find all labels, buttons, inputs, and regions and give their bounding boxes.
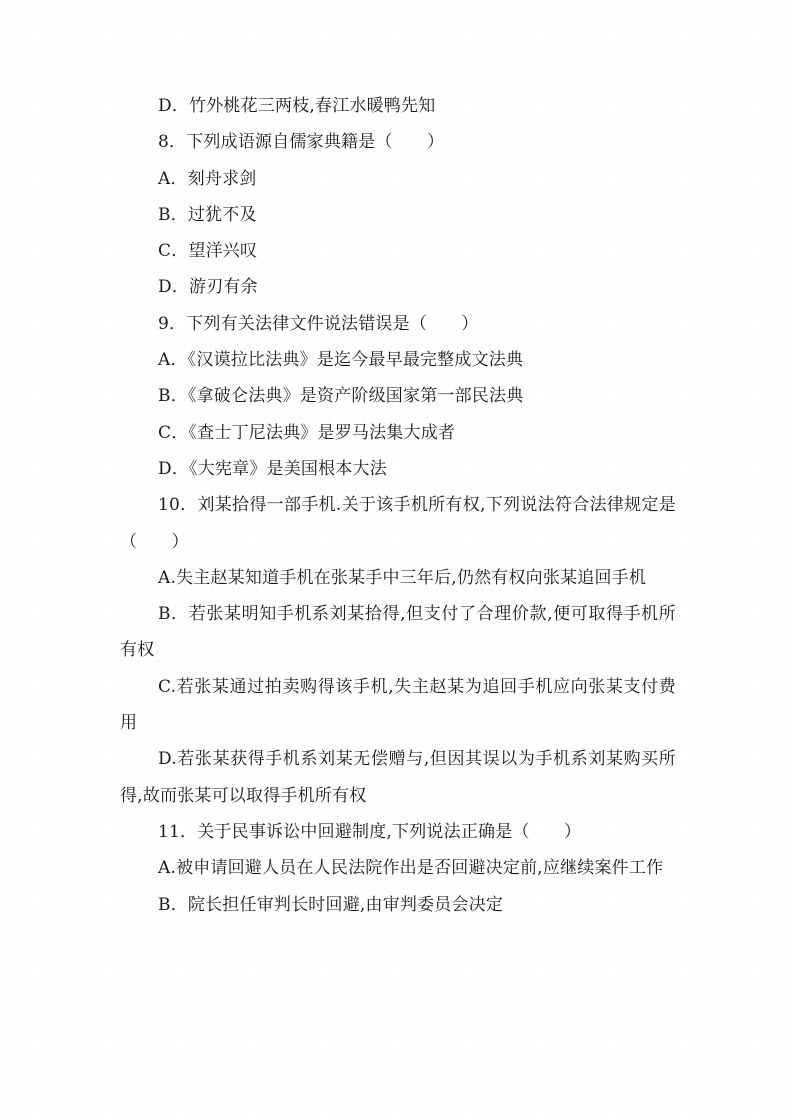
q10-option-a: A.失主赵某知道手机在张某手中三年后,仍然有权向张某追回手机 — [158, 567, 647, 588]
q8-option-a: A．刻舟求剑 — [158, 168, 257, 189]
q8-option-c: C．望洋兴叹 — [158, 241, 258, 262]
q11-option-b: B．院长担任审判长时回避,由审判委员会决定 — [158, 894, 504, 915]
q8-option-d: D．游刃有余 — [158, 277, 258, 298]
q9-stem: 9．下列有关法律文件说法错误是（ ） — [158, 313, 479, 334]
q8-option-b: B．过犹不及 — [158, 204, 257, 225]
q9-option-c: C．《查士丁尼法典》是罗马法集大成者 — [158, 422, 456, 443]
q9-option-a: A．《汉谟拉比法典》是迄今最早最完整成文法典 — [158, 350, 524, 371]
q10-option-d: D.若张某获得手机系刘某无偿赠与,但因其误以为手机系刘某购买所得,故而张某可以取得手机所有权 — [120, 749, 676, 806]
q10-option-b: B．若张某明知手机系刘某拾得,但支付了合理价款,便可取得手机所有权 — [120, 604, 676, 661]
q8-stem: 8．下列成语源自儒家典籍是（ ） — [158, 132, 445, 153]
q9-option-b: B．《拿破仑法典》是资产阶级国家第一部民法典 — [158, 386, 524, 407]
document-body — [120, 88, 676, 923]
q11-option-a: A.被申请回避人员在人民法院作出是否回避决定前,应继续案件工作 — [158, 858, 664, 879]
q10-stem: 10．刘某拾得一部手机.关于该手机所有权,下列说法符合法律规定是（ ） — [120, 495, 676, 552]
q11-stem: 11．关于民事诉讼中回避制度,下列说法正确是（ ） — [158, 821, 582, 842]
q10-option-c: C.若张某通过拍卖购得该手机,失主赵某为追回手机应向张某支付费用 — [120, 676, 676, 734]
q7-option-d: D．竹外桃花三两枝,春江水暖鸭先知 — [158, 96, 436, 116]
q9-option-d: D．《大宪章》是美国根本大法 — [158, 458, 387, 479]
